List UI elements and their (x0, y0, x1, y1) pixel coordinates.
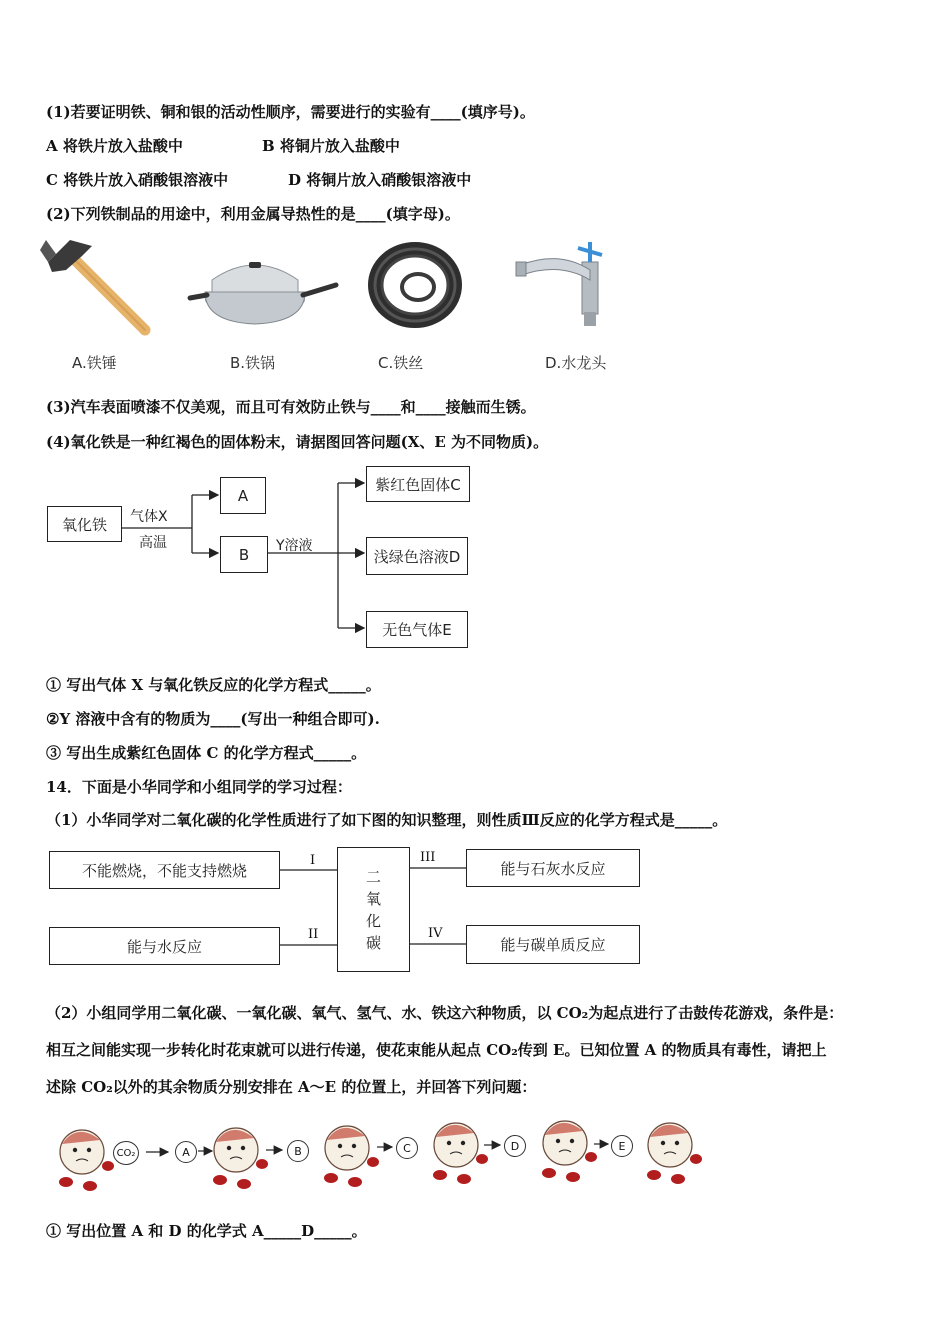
q14-part2-line3: 述除 CO₂以外的其余物质分别安排在 A～E 的位置上，并回答下列问题： (46, 1078, 537, 1096)
box-iron-oxide: 氧化铁 (47, 506, 122, 542)
q4-sub3: ③ 写出生成紫红色固体 C 的化学方程式_____。 (46, 744, 367, 762)
box-b: B (220, 536, 268, 573)
q4-sub1: ① 写出气体 X 与氧化铁反应的化学方程式_____。 (46, 676, 381, 694)
q14-sub1: ① 写出位置 A 和 D 的化学式 A_____D_____。 (46, 1222, 367, 1240)
co2-char-2: 氧 (365, 889, 381, 908)
box-d: 浅绿色溶液D (366, 537, 468, 575)
q1-option-d: D 将铜片放入硝酸银溶液中 (288, 171, 472, 189)
label-roman-2: II (308, 927, 319, 942)
game-position-c: C (396, 1137, 418, 1159)
caption-wok: B.铁锅 (230, 354, 276, 372)
q1-text: (1)若要证明铁、铜和银的活动性顺序，需要进行的实验有____(填序号)。 (46, 103, 535, 121)
q1-option-b: B 将铜片放入盐酸中 (262, 137, 400, 155)
box-property-1: 不能燃烧，不能支持燃烧 (49, 851, 280, 889)
label-roman-1: I (310, 853, 316, 868)
box-property-4: 能与碳单质反应 (466, 925, 640, 964)
label-y-solution: Y溶液 (276, 538, 313, 554)
q14-part2-line1: （2）小组同学用二氧化碳、一氧化碳、氧气、氢气、水、铁这六种物质，以 CO₂为起点进行了击鼓传花游戏，条件是： (46, 1004, 844, 1022)
box-c: 紫红色固体C (366, 466, 470, 502)
co2-char-1: 二 (365, 867, 381, 886)
q1-option-a: A 将铁片放入盐酸中 (46, 137, 183, 155)
q14-title: 14．下面是小华同学和小组同学的学习过程： (46, 778, 352, 796)
q4-sub2: ②Y 溶液中含有的物质为____(写出一种组合即可). (46, 710, 380, 728)
q14-part2-line2: 相互之间能实现一步转化时花束就可以进行传递，使花束能从起点 CO₂传到 E。已知位置 A 的物质具有毒性，请把上 (46, 1041, 827, 1059)
label-roman-4: IV (428, 926, 443, 941)
q3-text: (3)汽车表面喷漆不仅美观，而且可有效防止铁与____和____接触而生锈。 (46, 398, 536, 416)
game-position-d: D (504, 1135, 526, 1157)
q2-text: (2)下列铁制品的用途中，利用金属导热性的是____(填字母)。 (46, 205, 460, 223)
game-position-a: A (175, 1141, 197, 1163)
caption-hammer: A.铁锤 (72, 354, 117, 372)
co2-char-3: 化 (365, 911, 381, 930)
caption-wire: C.铁丝 (378, 354, 424, 372)
box-a: A (220, 477, 266, 514)
label-roman-3: III (420, 850, 436, 865)
label-high-temp: 高温 (139, 535, 167, 551)
game-position-e: E (611, 1135, 633, 1157)
game-position-b: B (287, 1140, 309, 1162)
co2-char-4: 碳 (365, 933, 381, 952)
label-gas-x: 气体X (130, 509, 168, 525)
q4-text: (4)氧化铁是一种红褐色的固体粉末，请据图回答问题(X、E 为不同物质)。 (46, 433, 549, 451)
box-e: 无色气体E (366, 611, 468, 648)
box-property-2: 能与水反应 (49, 927, 280, 965)
q14-part1: （1）小华同学对二氧化碳的化学性质进行了如下图的知识整理，则性质Ⅲ反应的化学方程式是_____。 (46, 811, 728, 829)
game-start-co2: CO₂ (113, 1141, 139, 1165)
caption-faucet: D.水龙头 (545, 354, 607, 372)
box-property-3: 能与石灰水反应 (466, 849, 640, 887)
q1-option-c: C 将铁片放入硝酸银溶液中 (46, 171, 229, 189)
